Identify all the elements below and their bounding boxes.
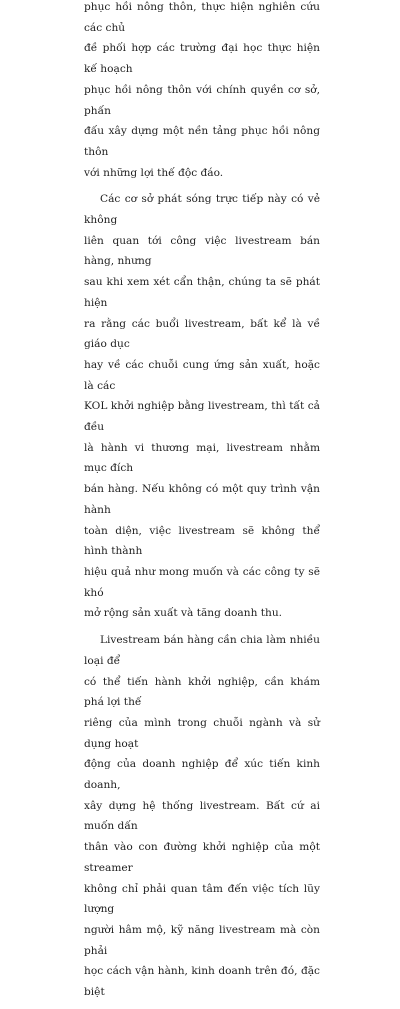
body-text [84, 0, 320, 1009]
paragraph-3: Livestream bán hàng cần chia làm nhiều loại để có thể tiến hành khởi nghiệp, cần khám phá lợi thế riêng của mình trong chuỗi ngành và sử dụng hoạt động của doanh nghiệp để xúc tiến kinh doanh, xây dựng hệ thống livestream. Bất cứ ai muốn dấn thân vào con đường khởi nghiệp của một streamer không chỉ phải quan tâm đến việc tích lũy lượng người hâm mộ, kỹ năng livestream mà còn phải học cách vận hành, kinh doanh trên đó, đặc biệt [84, 634, 320, 999]
paragraph-2: Các cơ sở phát sóng trực tiếp này có vẻ không liên quan tới công việc livestream bán hàng, nhưng sau khi xem xét cẩn thận, chúng ta sẽ phát hiện ra rằng các buổi livestream, bất kể là về giáo dục hay về các chuỗi cung ứng sản xuất, hoặc là các KOL khởi nghiệp bằng livestream, thì tất cả đều là hành vi thương mại, livestream nhằm mục đích bán hàng. Nếu không có một quy trình vận hành toàn diện, việc livestream sẽ không thể hình thành hiệu quả như mong muốn và các công ty sẽ khó mở rộng sản xuất và tăng doanh thu. [84, 193, 320, 620]
paragraph-1: phục hồi nông thôn, thực hiện nghiên cứu các chủ đề phối hợp các trường đại học thực hiện kế hoạch phục hồi nông thôn với chính quyền cơ sở, phấn đấu xây dựng một nền tảng phục hồi nông thôn với những lợi thế độc đáo. [84, 1, 320, 179]
